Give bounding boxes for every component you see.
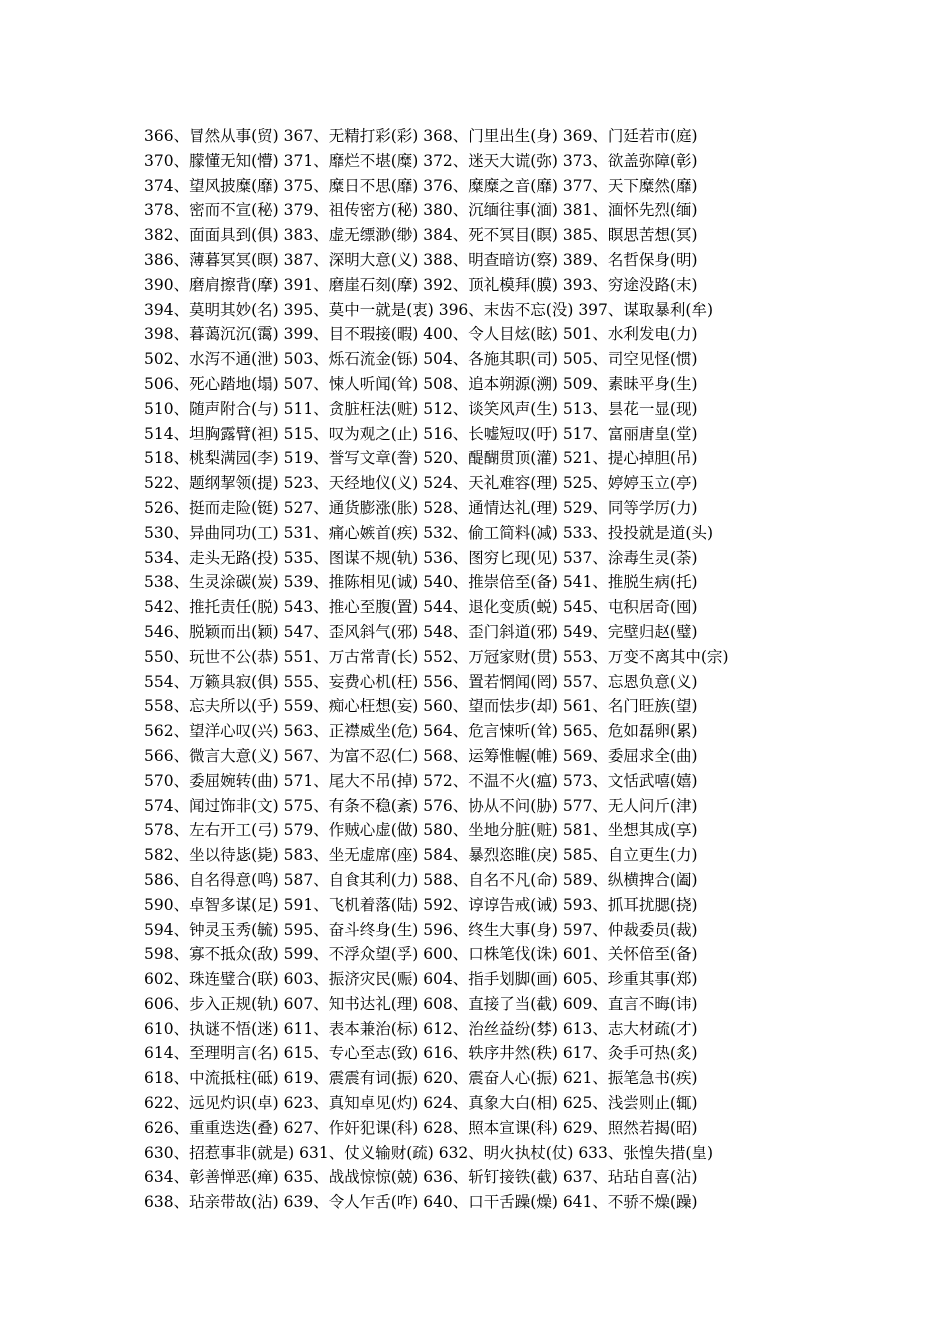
- list-line: 634、彰善惮恶(瘅) 635、战战惊惊(兢) 636、斩钉接铁(截) 637、玷玷自喜(沾): [144, 1168, 698, 1187]
- list-line: 602、珠连璧合(联) 603、振济灾民(赈) 604、指手划脚(画) 605、珍重其事(郑): [144, 970, 698, 989]
- list-line: [144, 1215, 824, 1240]
- list-line: 566、微言大意(义) 567、为富不忍(仁) 568、运筹惟幄(帷) 569、委屈求全(曲): [144, 746, 698, 765]
- list-line: 386、薄暮冥冥(暝) 387、深明大意(义) 388、明查暗访(察) 389、名哲保身(明): [144, 250, 698, 269]
- list-line: 610、执谜不悟(迷) 611、表本兼治(标) 612、治丝益纷(棼) 613、志大材疏(才): [144, 1019, 698, 1038]
- list-line: 562、望洋心叹(兴) 563、正襟威坐(危) 564、危言悚听(耸) 565、危如磊卵(累): [144, 722, 698, 741]
- list-line: 558、忘夫所以(乎) 559、痴心枉想(妄) 560、望而怯步(却) 561、名门旺族(望): [144, 697, 698, 716]
- list-line: 510、随声附合(与) 511、贪脏枉法(赃) 512、谈笑风声(生) 513、昙花一显(现): [144, 399, 698, 418]
- list-line: 366、冒然从事(贸) 367、无精打彩(彩) 368、门里出生(身) 369、门廷若市(庭): [144, 127, 698, 145]
- idiom-correction-list: [144, 124, 824, 1240]
- list-line: 570、委屈婉转(曲) 571、尾大不吊(掉) 572、不温不火(瘟) 573、文恬武嘻(嬉): [144, 771, 698, 790]
- list-line: 506、死心踏地(塌) 507、悚人听闻(耸) 508、追本朔源(溯) 509、素昧平身(生): [144, 374, 698, 393]
- list-line: 606、步入正规(轨) 607、知书达礼(理) 608、直接了当(截) 609、直言不晦(讳): [144, 994, 698, 1013]
- list-line: 586、自名得意(鸣) 587、自食其利(力) 588、自名不凡(命) 589、纵横捭合(阖): [144, 870, 698, 889]
- list-line: 546、脱颖而出(颖) 547、歪风斜气(邪) 548、歪门斜道(邪) 549、完壁归赵(璧): [144, 622, 698, 641]
- list-line: 518、桃梨满园(李) 519、誉写文章(誊) 520、醍醐贯顶(灌) 521、提心掉胆(吊): [144, 449, 698, 468]
- list-line: 626、重重迭迭(叠) 627、作奸犯课(科) 628、照本宣课(科) 629、照然若揭(昭): [144, 1118, 698, 1137]
- list-line: 382、面面具到(俱) 383、虚无缥渺(缈) 384、死不冥目(瞑) 385、瞑思苦想(冥): [144, 226, 698, 245]
- list-line: 574、闻过饰非(文) 575、有条不稳(紊) 576、协从不问(胁) 577、无人问斤(津): [144, 796, 698, 815]
- list-line: 390、磨肩擦背(摩) 391、磨崖石刻(摩) 392、顶礼模拜(膜) 393、穷途没路(末): [144, 275, 698, 294]
- list-line: 550、玩世不公(恭) 551、万古常青(长) 552、万冠家财(贯) 553、万变不离其中(宗): [144, 647, 729, 666]
- list-line: 582、坐以待毖(毙) 583、坐无虚席(座) 584、暴烈恣睢(戾) 585、自立更生(力): [144, 846, 698, 865]
- list-line: 370、朦懂无知(懵) 371、靡烂不堪(糜) 372、迷天大谎(弥) 373、欲盖弥障(彰): [144, 151, 698, 170]
- list-line: 594、钟灵玉秀(毓) 595、奋斗终身(生) 596、终生大事(身) 597、仲裁委员(裁): [144, 920, 698, 939]
- list-line: 374、望风披糜(靡) 375、糜日不思(靡) 376、糜糜之音(靡) 377、天下糜然(靡): [144, 176, 698, 195]
- list-line: 638、玷亲带故(沾) 639、令人乍舌(咋) 640、口干舌躁(燥) 641、不骄不燥(躁): [144, 1193, 698, 1212]
- list-line: 542、推托责任(脱) 543、推心至腹(置) 544、退化变质(蜕) 545、屯积居奇(囤): [144, 598, 698, 617]
- list-line: 514、坦胸露臂(袒) 515、叹为观之(止) 516、长嘘短叹(吁) 517、富丽唐皇(堂): [144, 424, 698, 443]
- list-line: 502、水泻不通(泄) 503、烁石流金(铄) 504、各施其职(司) 505、司空见怪(惯): [144, 350, 698, 369]
- list-line: 590、卓智多谋(足) 591、飞机着落(陆) 592、谆谆告戒(诫) 593、抓耳扰腮(挠): [144, 895, 698, 914]
- list-line: 530、异曲同功(工) 531、痛心嫉首(疾) 532、偷工简料(减) 533、投投就是道(头): [144, 523, 713, 542]
- list-line: 614、至理明言(名) 615、专心至志(致) 616、轶序井然(秩) 617、灸手可热(炙): [144, 1044, 698, 1063]
- list-line: 598、寡不抵众(敌) 599、不浮众望(孚) 600、口株笔伐(诛) 601、关怀倍至(备): [144, 945, 698, 964]
- list-line: 534、走头无路(投) 535、图谋不规(轨) 536、图穷匕现(见) 537、涂毒生灵(荼): [144, 548, 698, 567]
- list-line: 618、中流抵柱(砥) 619、震震有词(振) 620、震奋人心(振) 621、振笔急书(疾): [144, 1069, 698, 1088]
- list-line: 522、题纲挈领(提) 523、天经地仪(义) 524、天礼难容(理) 525、婷婷玉立(亭): [144, 474, 698, 493]
- list-line: 398、暮蔼沉沉(霭) 399、目不瑕接(暇) 400、令人目炫(眩) 501、水利发电(力): [144, 325, 698, 344]
- list-line: 630、招惹事非(就是) 631、仗义输财(疏) 632、明火执杖(仗) 633、张惶失措(皇): [144, 1143, 713, 1162]
- list-line: 394、莫明其妙(名) 395、莫中一就是(衷) 396、末齿不忘(没) 397、谋取暴利(牟): [144, 300, 713, 319]
- list-line: 622、远见灼识(卓) 623、真知卓见(灼) 624、真象大白(相) 625、浅尝则止(辄): [144, 1094, 698, 1113]
- list-line: 378、密而不宣(秘) 379、祖传密方(秘) 380、沉缅往事(湎) 381、湎怀先烈(缅): [144, 201, 698, 220]
- list-line: 554、万籁具寂(俱) 555、妄费心机(枉) 556、置若惘闻(罔) 557、忘恩负意(义): [144, 672, 698, 691]
- list-line: 526、挺而走险(铤) 527、通货膨涨(胀) 528、通情达礼(理) 529、同等学厉(力): [144, 498, 698, 517]
- list-line: 538、生灵涂碳(炭) 539、推陈相见(诚) 540、推崇倍至(备) 541、推脱生病(托): [144, 573, 698, 592]
- list-line: 578、左右开工(弓) 579、作贼心虚(做) 580、坐地分脏(赃) 581、坐想其成(享): [144, 821, 698, 840]
